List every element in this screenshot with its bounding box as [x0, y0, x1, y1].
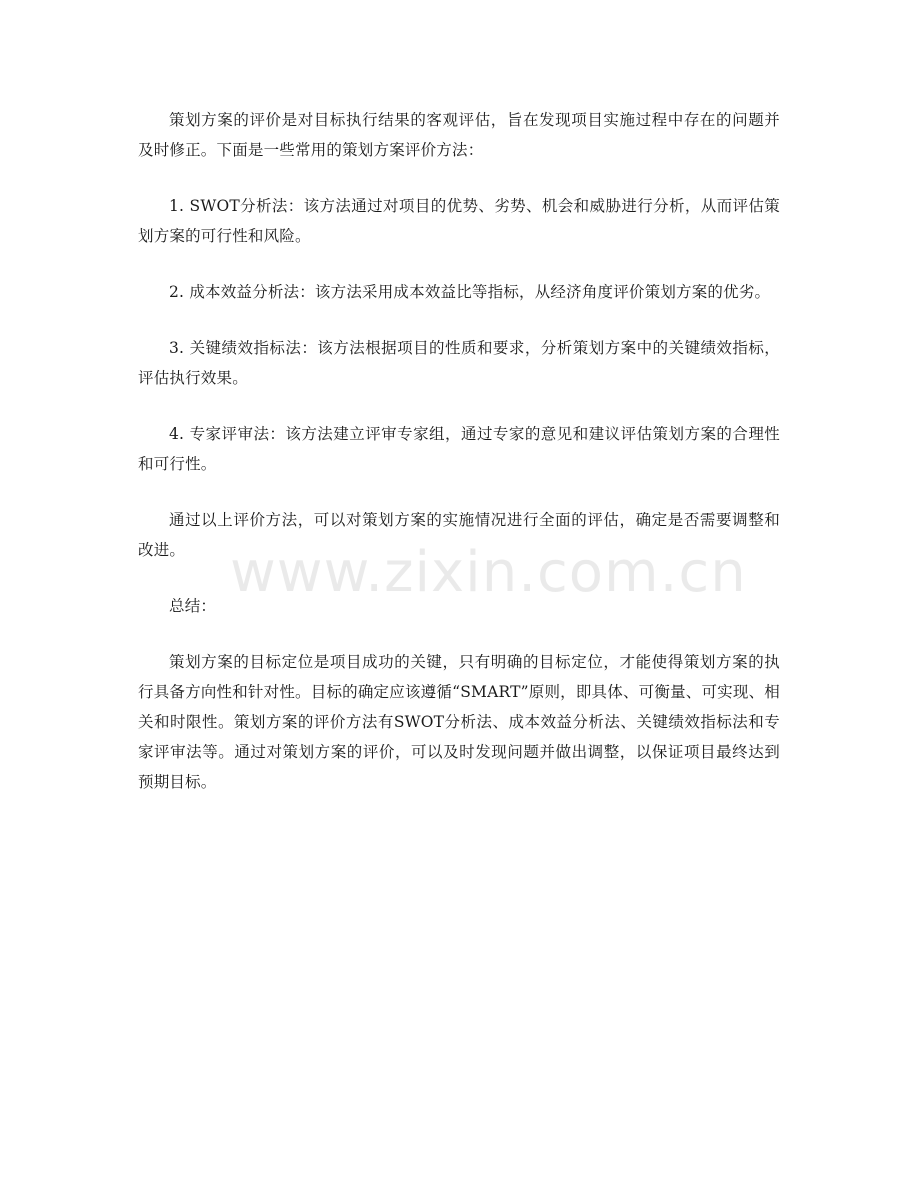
method-kpi-paragraph: 3. 关键绩效指标法：该方法根据项目的性质和要求，分析策划方案中的关键绩效指标，评估执行效果。 — [138, 339, 780, 387]
method-cost-benefit-paragraph: 2. 成本效益分析法：该方法采用成本效益比等指标，从经济角度评价策划方案的优劣。 — [169, 283, 771, 301]
watermark-text: www.zixin.com.cn — [230, 540, 747, 605]
intro-paragraph: 策划方案的评价是对目标执行结果的客观评估，旨在发现项目实施过程中存在的问题并及时修正。下面是一些常用的策划方案评价方法： — [138, 111, 780, 159]
method-swot-paragraph: 1. SWOT分析法：该方法通过对项目的优势、劣势、机会和威胁进行分析，从而评估策划方案的可行性和风险。 — [138, 197, 780, 245]
method-expert-review-paragraph: 4. 专家评审法：该方法建立评审专家组，通过专家的意见和建议评估策划方案的合理性和可行性。 — [138, 425, 780, 473]
summary-paragraph: 策划方案的目标定位是项目成功的关键，只有明确的目标定位，才能使得策划方案的执行具备方向性和针对性。目标的确定应该遵循“SMART”原则，即具体、可衡量、可实现、相关和时限性。策划方案的评价方法有SWOT分析法、成本效益分析法、关键绩效指标法和专家评审法等。通过对策划方案的评价，可以及时发现问题并做出调整，以保证项目最终达到预期目标。 — [138, 653, 780, 791]
evaluation-conclusion-paragraph: 通过以上评价方法，可以对策划方案的实施情况进行全面的评估，确定是否需要调整和改进。 — [138, 511, 780, 559]
summary-heading: 总结： — [169, 597, 217, 615]
document-body — [138, 105, 780, 823]
